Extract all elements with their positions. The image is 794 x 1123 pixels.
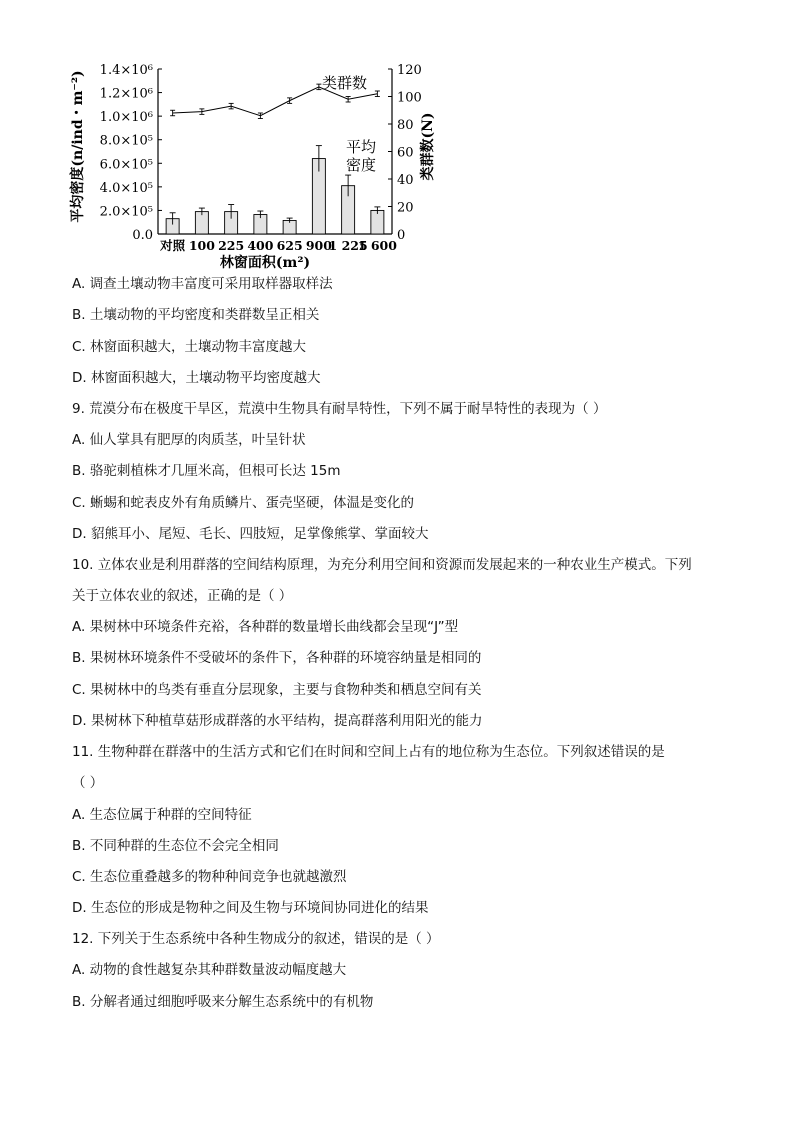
bar-annotation-line2: 密度 — [346, 156, 377, 174]
question-10: 10. 立体农业是利用群落的空间结构原理，为充分利用空间和资源而发展起来的一种农业生产模式。下列 — [72, 557, 692, 573]
question-9: 9. 荒漠分布在极度干旱区，荒漠中生物具有耐旱特性，下列不属于耐旱特性的表现为（ ） — [72, 401, 607, 417]
x-tick-label: 对照 — [160, 238, 186, 253]
x-tick-label: 625 — [276, 238, 303, 253]
left-tick-label: 8.0×10⁵ — [99, 133, 153, 149]
right-axis-title: 类群数(N) — [420, 112, 436, 181]
right-tick-label: 100 — [397, 90, 422, 106]
density-bar — [371, 210, 384, 234]
left-tick-label: 2.0×10⁵ — [99, 204, 153, 220]
x-tick-label: 1 225 — [328, 238, 368, 253]
x-tick-label: 1 600 — [357, 238, 397, 253]
density-taxa-chart — [60, 55, 436, 280]
q9-option-b: B. 骆驼刺植株才几厘米高，但根可长达 15m — [72, 463, 341, 479]
q11-option-d: D. 生态位的形成是物种之间及生物与环境间协同进化的结果 — [72, 900, 429, 916]
left-tick-label: 1.2×10⁶ — [99, 86, 153, 102]
x-tick-label: 900 — [305, 238, 332, 253]
option-d: D. 林窗面积越大，土壤动物平均密度越大 — [72, 370, 321, 386]
q10-option-a: A. 果树林中环境条件充裕，各种群的数量增长曲线都会呈现“J”型 — [72, 619, 459, 635]
q11-option-a: A. 生态位属于种群的空间特征 — [72, 807, 252, 823]
q10-option-b: B. 果树林环境条件不受破坏的条件下，各种群的环境容纳量是相同的 — [72, 650, 482, 666]
right-tick-label: 40 — [397, 173, 414, 188]
q10-option-c: C. 果树林中的鸟类有垂直分层现象，主要与食物种类和栖息空间有关 — [72, 682, 482, 698]
option-b: B. 土壤动物的平均密度和类群数呈正相关 — [72, 307, 320, 323]
right-tick-label: 80 — [397, 118, 414, 133]
q9-option-d: D. 貂熊耳小、尾短、毛长、四肢短，足掌像熊掌、掌面较大 — [72, 526, 429, 542]
option-c: C. 林窗面积越大，土壤动物丰富度越大 — [72, 339, 307, 355]
bar-annotation-line1: 平均 — [346, 138, 377, 156]
q11-option-c: C. 生态位重叠越多的物种种间竞争也就越激烈 — [72, 869, 347, 885]
left-tick-label: 1.0×10⁶ — [99, 110, 153, 126]
question-10-cont: 关于立体农业的叙述，正确的是（ ） — [72, 588, 293, 604]
right-tick-label: 60 — [397, 145, 414, 161]
x-axis-title: 林窗面积(m²) — [219, 255, 311, 271]
q11-option-b: B. 不同种群的生态位不会完全相同 — [72, 838, 279, 854]
question-11: 11. 生物种群在群落中的生活方式和它们在时间和空间上占有的地位称为生态位。下列叙述错误的是 — [72, 744, 665, 760]
left-tick-label: 4.0×10⁵ — [99, 180, 153, 196]
question-12: 12. 下列关于生态系统中各种生物成分的叙述，错误的是（ ） — [72, 931, 440, 947]
right-tick-label: 20 — [397, 200, 414, 216]
q9-option-a: A. 仙人掌具有肥厚的肉质茎，叶呈针状 — [72, 432, 306, 448]
right-tick-label: 120 — [397, 63, 422, 78]
line-annotation: 类群数 — [322, 74, 368, 92]
left-tick-label: 1.4×10⁶ — [99, 63, 153, 78]
right-tick-label: 0 — [397, 228, 406, 243]
q9-option-c: C. 蜥蜴和蛇表皮外有角质鳞片、蛋壳坚硬，体温是变化的 — [72, 495, 415, 511]
question-11-cont: （ ） — [72, 775, 104, 791]
left-tick-label: 6.0×10⁵ — [99, 157, 153, 173]
q12-option-a: A. 动物的食性越复杂其种群数量波动幅度越大 — [72, 962, 347, 978]
x-tick-label: 100 — [188, 238, 215, 253]
q12-option-b: B. 分解者通过细胞呼吸来分解生态系统中的有机物 — [72, 994, 374, 1010]
x-tick-label: 225 — [218, 238, 245, 253]
option-a: A. 调查土壤动物丰富度可采用取样器取样法 — [72, 276, 333, 292]
x-tick-label: 400 — [247, 238, 274, 253]
q10-option-d: D. 果树林下种植草菇形成群落的水平结构，提高群落利用阳光的能力 — [72, 713, 483, 729]
left-axis-title: 平均密度(n/ind・m⁻²) — [70, 70, 86, 223]
left-tick-label: 0.0 — [132, 228, 153, 243]
